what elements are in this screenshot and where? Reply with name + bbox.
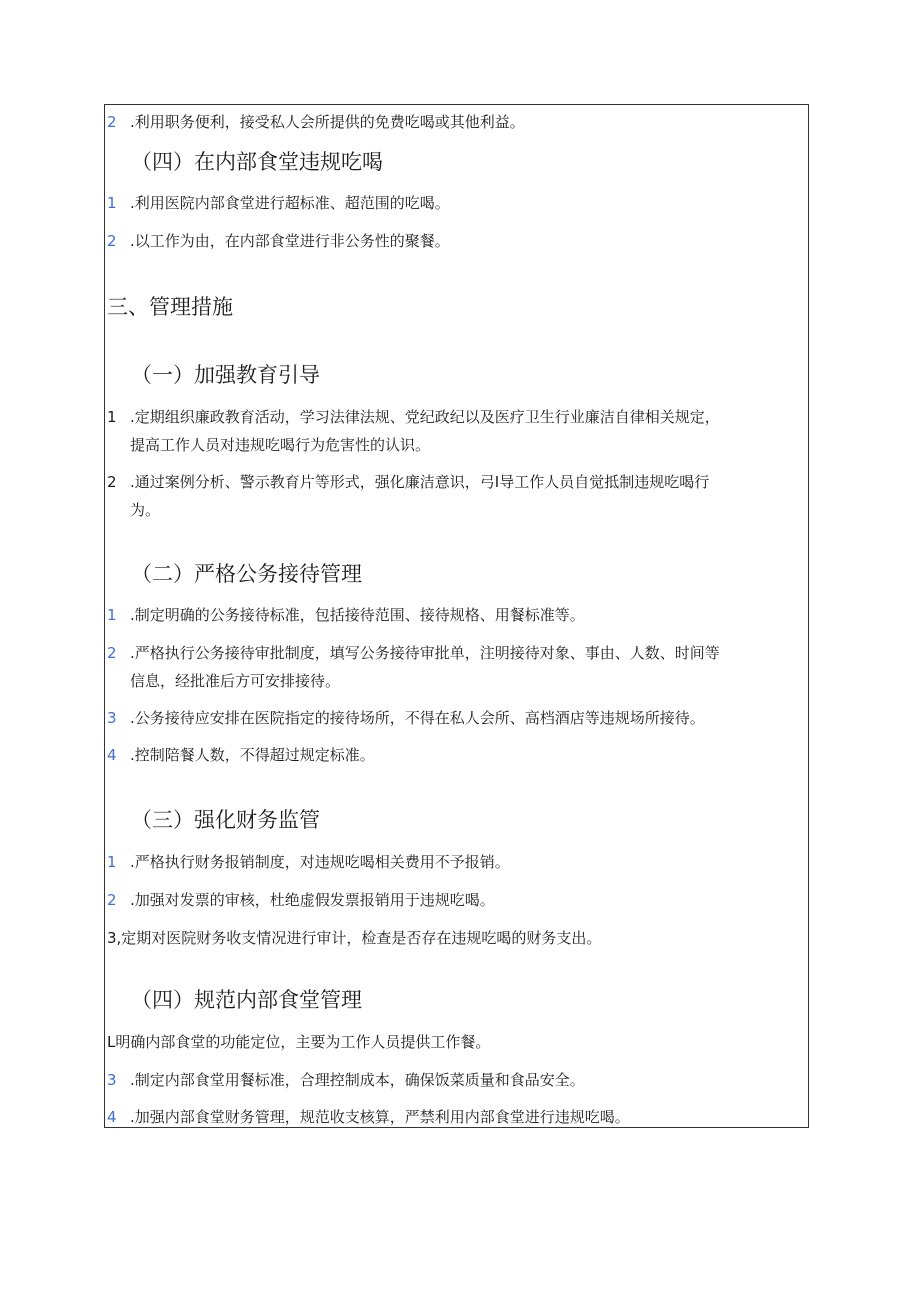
item-text: .加强对发票的审核，杜绝虚假发票报销用于违规吃喝。 [130,891,495,909]
list-item [107,853,510,871]
list-item [107,891,495,909]
item-text-continued: 提高工作人员对违规吃喝行为危害性的认识。 [130,436,431,454]
section-heading: （三）强化财务监管 [131,808,320,832]
item-text: .公务接待应安排在医院指定的接待场所，不得在私人会所、高档酒店等违规场所接待。 [130,709,705,727]
item-text: .定期组织廉政教育活动，学习法律法规、党纪政纪以及医疗卫生行业廉洁自律相关规定， [130,408,720,426]
section-heading: （四）在内部食堂违规吃喝 [131,150,383,174]
section-heading: （二）严格公务接待管理 [131,562,362,586]
part-heading: 三、管理措施 [107,295,233,319]
item-number: 2 [107,891,117,909]
list-item [107,473,709,491]
section-heading: （四）规范内部食堂管理 [131,988,362,1012]
item-text: .制定明确的公务接待标准，包括接待范围、接待规格、用餐标准等。 [130,606,585,624]
item-text: .控制陪餐人数，不得超过规定标准。 [130,746,375,764]
item-number: 3 [107,1071,117,1089]
item-text: .制定内部食堂用餐标准，合理控制成本，确保饭菜质量和食品安全。 [130,1071,585,1089]
list-item [107,1108,630,1126]
list-item [107,408,720,426]
list-item [107,1071,585,1089]
list-item [107,194,450,212]
item-text: .通过案例分析、警示教育片等形式，强化廉洁意识，弓I导工作人员自觉抵制违规吃喝行 [130,473,710,491]
item-text: .利用职务便利，接受私人会所提供的免费吃喝或其他利益。 [130,113,525,131]
list-item [107,113,525,131]
item-number: 1 [107,853,117,871]
list-item [107,746,375,764]
item-text: 3,定期对医院财务收支情况进行审计，检查是否存在违规吃喝的财务支出。 [107,929,602,947]
list-item [107,1033,490,1051]
list-item [107,644,720,662]
item-number: 4 [107,1108,117,1126]
item-number: 1 [107,408,117,426]
list-item [107,709,705,727]
item-number: 2 [107,113,117,131]
item-number: 1 [107,606,117,624]
item-number: 2 [107,644,117,662]
item-text: .严格执行财务报销制度，对违规吃喝相关费用不予报销。 [130,853,510,871]
item-text-continued: 为。 [130,501,161,519]
item-text: .加强内部食堂财务管理，规范收支核算，严禁利用内部食堂进行违规吃喝。 [130,1108,630,1126]
item-text: L明确内部食堂的功能定位，主要为工作人员提供工作餐。 [107,1033,491,1051]
item-number: 1 [107,194,117,212]
list-item [107,606,585,624]
item-text-continued: 信息，经批准后方可安排接待。 [130,672,341,690]
section-heading: （一）加强教育引导 [131,363,320,387]
item-text: .以工作为由，在内部食堂进行非公务性的聚餐。 [130,232,450,250]
item-number: 2 [107,232,117,250]
list-item [107,929,601,947]
item-number: 4 [107,746,117,764]
item-text: .严格执行公务接待审批制度，填写公务接待审批单，注明接待对象、事由、人数、时间等 [130,644,720,662]
item-number: 2 [107,473,117,491]
item-text: .利用医院内部食堂进行超标准、超范围的吃喝。 [130,194,450,212]
list-item [107,232,450,250]
item-number: 3 [107,709,117,727]
